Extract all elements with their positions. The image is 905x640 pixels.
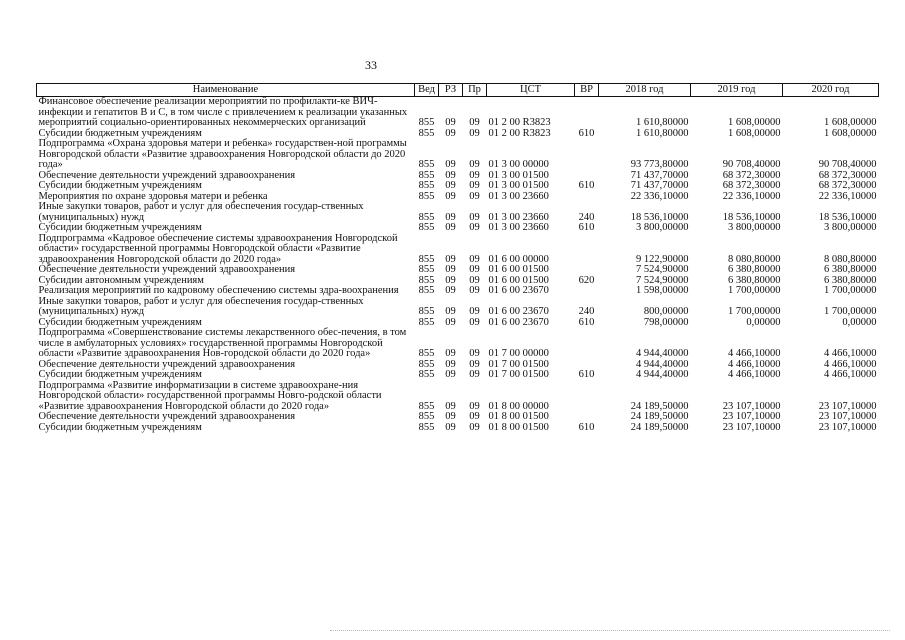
row-rz: 09: [445, 400, 456, 412]
row-ved: 855: [418, 421, 435, 433]
row-amount-2020: 4 466,10000: [824, 369, 877, 380]
row-cst: 01 8 00 01500: [488, 421, 549, 433]
row-amount-2019: 1 700,00000: [728, 306, 781, 317]
table-row: [37, 181, 879, 192]
header-2018: 2018 год: [599, 84, 691, 97]
row-cst: 01 3 00 01500: [488, 169, 549, 181]
header-2019: 2019 год: [691, 84, 783, 97]
row-amount-2020: 90 708,40000: [818, 159, 877, 170]
row-amount-2019: 22 336,10000: [722, 190, 781, 202]
header-ved: Вед: [415, 84, 439, 97]
row-rz: 09: [445, 159, 456, 170]
row-pr: 09: [469, 117, 480, 128]
row-amount-2018: 3 800,00000: [636, 222, 689, 233]
row-cst: 01 2 00 R3823: [488, 127, 551, 139]
row-amount-2020: 6 380,80000: [824, 274, 877, 286]
row-amount-2019: 18 536,10000: [722, 211, 781, 223]
row-pr: 09: [469, 127, 480, 139]
row-amount-2020: 1 700,00000: [824, 285, 877, 296]
table-row: [37, 97, 879, 129]
row-amount-2018: 800,00000: [643, 306, 689, 317]
row-amount-2020: 1 608,00000: [824, 117, 877, 128]
row-rz: 09: [445, 264, 456, 275]
row-pr: 09: [469, 190, 480, 202]
header-rz: РЗ: [439, 84, 463, 97]
row-amount-2020: 22 336,10000: [818, 190, 877, 202]
row-vr: [575, 381, 599, 413]
row-cst: 01 6 00 23670: [488, 306, 549, 317]
row-amount-2020: 68 372,30000: [818, 180, 877, 191]
row-ved: 855: [418, 285, 435, 296]
row-ved: 855: [418, 348, 435, 359]
row-amount-2018: 4 944,40000: [636, 348, 689, 359]
row-ved: 855: [418, 316, 435, 328]
row-amount-2020: 0,00000: [842, 316, 877, 328]
row-rz: 09: [445, 127, 456, 139]
page-number: 33: [365, 58, 377, 72]
row-rz: 09: [445, 306, 456, 317]
row-vr: [575, 328, 599, 360]
row-amount-2020: 1 608,00000: [824, 127, 877, 139]
row-amount-2018: 798,00000: [643, 316, 689, 328]
row-name: Обеспечение деятельности учреждений здравоохранения: [38, 169, 296, 181]
row-ved: 855: [418, 264, 435, 275]
row-pr: 09: [469, 400, 480, 412]
row-name: Обеспечение деятельности учреждений здравоохранения: [38, 358, 296, 370]
row-name: Подпрограмма «Кадровое обеспечение системы здравоохранения Новгородской области» государственной программы Новгородской области «Развитие здравоохранения Новгородской области до 2020 года»: [38, 232, 398, 265]
row-name: Мероприятия по охране здоровья матери и ребенка: [38, 190, 268, 202]
row-amount-2020: 23 107,10000: [818, 411, 877, 422]
row-cst: 01 8 00 00000: [488, 400, 549, 412]
row-vr: [575, 286, 599, 297]
row-vr: 610: [578, 421, 595, 433]
row-amount-2018: 71 437,70000: [630, 180, 689, 191]
row-ved: 855: [418, 211, 435, 223]
row-rz: 09: [445, 211, 456, 223]
row-amount-2019: 23 107,10000: [722, 421, 781, 433]
row-pr: 09: [469, 222, 480, 233]
row-vr: 610: [578, 127, 595, 139]
row-vr: 240: [578, 211, 595, 223]
row-vr: [575, 265, 599, 276]
row-amount-2018: 22 336,10000: [630, 190, 689, 202]
row-amount-2019: 23 107,10000: [722, 411, 781, 422]
row-rz: 09: [445, 180, 456, 191]
row-name: Реализация мероприятий по кадровому обеспечению системы здра-воохранения: [38, 285, 399, 296]
header-name: Наименование: [37, 84, 415, 97]
row-amount-2019: 4 466,10000: [728, 348, 781, 359]
row-name: Субсидии автономным учреждениям: [38, 274, 204, 286]
row-name: Субсидии бюджетным учреждениям: [38, 369, 202, 380]
row-pr: 09: [469, 411, 480, 422]
row-amount-2019: 68 372,30000: [722, 169, 781, 181]
row-rz: 09: [445, 169, 456, 181]
budget-table: [36, 83, 879, 433]
row-vr: 610: [578, 180, 595, 191]
row-rz: 09: [445, 222, 456, 233]
row-cst: 01 8 00 01500: [488, 411, 549, 422]
row-pr: 09: [469, 348, 480, 359]
row-ved: 855: [418, 306, 435, 317]
row-amount-2019: 1 608,00000: [728, 127, 781, 139]
row-amount-2020: 3 800,00000: [824, 222, 877, 233]
row-rz: 09: [445, 358, 456, 370]
row-rz: 09: [445, 253, 456, 265]
row-name: Субсидии бюджетным учреждениям: [38, 222, 202, 233]
row-amount-2018: 7 524,90000: [636, 264, 689, 275]
row-amount-2018: 9 122,90000: [636, 253, 689, 265]
row-amount-2018: 93 773,80000: [630, 159, 689, 170]
row-amount-2018: 24 189,50000: [630, 421, 689, 433]
row-vr: 610: [578, 222, 595, 233]
row-name: Обеспечение деятельности учреждений здравоохранения: [38, 264, 296, 275]
row-cst: 01 7 00 01500: [488, 358, 549, 370]
row-name: Иные закупки товаров, работ и услуг для обеспечения государ-ственных (муниципальных) нужд: [38, 201, 364, 223]
row-amount-2019: 1 608,00000: [728, 117, 781, 128]
row-name: Подпрограмма «Охрана здоровья матери и ребенка» государствен-ной программы Новгородской области «Развитие здравоохранения Новгородской области до 2020 года»: [38, 138, 407, 170]
row-amount-2020: 18 536,10000: [818, 211, 877, 223]
table-header-row: [37, 84, 879, 97]
row-rz: 09: [445, 274, 456, 286]
row-vr: 240: [578, 306, 595, 317]
row-amount-2018: 24 189,50000: [630, 400, 689, 412]
row-name: Субсидии бюджетным учреждениям: [38, 127, 202, 139]
row-amount-2020: 4 466,10000: [824, 348, 877, 359]
row-ved: 855: [418, 169, 435, 181]
row-ved: 855: [418, 400, 435, 412]
row-amount-2018: 4 944,40000: [636, 369, 689, 380]
row-rz: 09: [445, 369, 456, 380]
row-cst: 01 6 00 23670: [488, 316, 549, 328]
row-cst: 01 3 00 23660: [488, 190, 549, 202]
row-amount-2020: 23 107,10000: [818, 400, 877, 412]
row-amount-2019: 4 466,10000: [728, 369, 781, 380]
row-pr: 09: [469, 264, 480, 275]
row-amount-2019: 0,00000: [746, 316, 781, 328]
row-rz: 09: [445, 285, 456, 296]
row-name: Субсидии бюджетным учреждениям: [38, 421, 202, 433]
table-row: [37, 412, 879, 423]
row-rz: 09: [445, 348, 456, 359]
row-ved: 855: [418, 369, 435, 380]
table-row: [37, 139, 879, 171]
row-amount-2020: 1 700,00000: [824, 306, 877, 317]
row-vr: [575, 192, 599, 203]
row-amount-2018: 18 536,10000: [630, 211, 689, 223]
row-name: Подпрограмма «Развитие информатизации в системе здравоохране-ния Новгородской области» государственной программы Новго-родской области «Развитие здравоохранения Новгородской области до 2020 года»: [38, 379, 382, 412]
row-amount-2019: 1 700,00000: [728, 285, 781, 296]
row-amount-2020: 68 372,30000: [818, 169, 877, 181]
header-pr: Пр: [463, 84, 487, 97]
row-pr: 09: [469, 211, 480, 223]
row-pr: 09: [469, 285, 480, 296]
row-amount-2018: 1 598,00000: [636, 285, 689, 296]
row-cst: 01 6 00 00000: [488, 253, 549, 265]
row-vr: [575, 412, 599, 423]
row-cst: 01 3 00 00000: [488, 159, 549, 170]
row-name: Иные закупки товаров, работ и услуг для обеспечения государ-ственных (муниципальных) нужд: [38, 295, 364, 317]
row-vr: 620: [578, 274, 595, 286]
row-amount-2020: 8 080,80000: [824, 253, 877, 265]
row-ved: 855: [418, 127, 435, 139]
row-ved: 855: [418, 180, 435, 191]
table-row: [37, 370, 879, 381]
row-pr: 09: [469, 169, 480, 181]
row-amount-2019: 23 107,10000: [722, 400, 781, 412]
row-amount-2019: 6 380,80000: [728, 274, 781, 286]
row-pr: 09: [469, 316, 480, 328]
row-amount-2020: 4 466,10000: [824, 358, 877, 370]
row-amount-2020: 23 107,10000: [818, 421, 877, 433]
row-cst: 01 3 00 01500: [488, 180, 549, 191]
table-row: [37, 297, 879, 318]
row-amount-2018: 4 944,40000: [636, 358, 689, 370]
row-name: Финансовое обеспечение реализации мероприятий по профилакти-ке ВИЧ-инфекции и гепатитов В и С, в том числе с привлечением к реализации указанных мероприятий социально-ориентированных некоммерческих организаций: [38, 96, 408, 128]
row-ved: 855: [418, 159, 435, 170]
row-amount-2019: 90 708,40000: [722, 159, 781, 170]
table-row: [37, 423, 879, 434]
table-row: [37, 234, 879, 266]
row-pr: 09: [469, 159, 480, 170]
table-row: [37, 328, 879, 360]
page-bottom-scan-marks: [330, 630, 890, 635]
row-vr: [575, 234, 599, 266]
row-name: Субсидии бюджетным учреждениям: [38, 316, 202, 328]
row-cst: 01 3 00 23660: [488, 211, 549, 223]
table-row: [37, 381, 879, 413]
row-ved: 855: [418, 411, 435, 422]
row-name: Подпрограмма «Совершенствование системы лекарственного обес-печения, в том числе в амбулаторных условиях» государственной программы Новгородской области «Развитие здравоохранения Нов-городской области до 2020 года»: [38, 327, 407, 359]
row-vr: [575, 97, 599, 129]
row-amount-2019: 3 800,00000: [728, 222, 781, 233]
row-amount-2019: 8 080,80000: [728, 253, 781, 265]
header-cst: ЦСТ: [487, 84, 575, 97]
row-cst: 01 7 00 01500: [488, 369, 549, 380]
row-amount-2019: 4 466,10000: [728, 358, 781, 370]
row-rz: 09: [445, 421, 456, 433]
row-pr: 09: [469, 274, 480, 286]
row-ved: 855: [418, 190, 435, 202]
row-amount-2018: 24 189,50000: [630, 411, 689, 422]
row-rz: 09: [445, 190, 456, 202]
row-vr: [575, 139, 599, 171]
row-pr: 09: [469, 306, 480, 317]
row-ved: 855: [418, 117, 435, 128]
row-amount-2020: 6 380,80000: [824, 264, 877, 275]
table-row: [37, 265, 879, 276]
row-pr: 09: [469, 421, 480, 433]
row-pr: 09: [469, 358, 480, 370]
row-pr: 09: [469, 369, 480, 380]
row-ved: 855: [418, 274, 435, 286]
row-cst: 01 7 00 00000: [488, 348, 549, 359]
row-cst: 01 6 00 23670: [488, 285, 549, 296]
table-row: [37, 202, 879, 223]
table-row: [37, 286, 879, 297]
row-cst: 01 6 00 01500: [488, 264, 549, 275]
row-name: Обеспечение деятельности учреждений здравоохранения: [38, 411, 296, 422]
row-amount-2018: 7 524,90000: [636, 274, 689, 286]
row-cst: 01 2 00 R3823: [488, 117, 551, 128]
row-rz: 09: [445, 117, 456, 128]
row-ved: 855: [418, 253, 435, 265]
header-vr: ВР: [575, 84, 599, 97]
row-amount-2018: 1 610,80000: [636, 127, 689, 139]
row-rz: 09: [445, 411, 456, 422]
row-pr: 09: [469, 180, 480, 191]
row-amount-2018: 71 437,70000: [630, 169, 689, 181]
header-2020: 2020 год: [783, 84, 879, 97]
row-ved: 855: [418, 358, 435, 370]
row-cst: 01 6 00 01500: [488, 274, 549, 286]
row-amount-2019: 68 372,30000: [722, 180, 781, 191]
row-amount-2019: 6 380,80000: [728, 264, 781, 275]
row-ved: 855: [418, 222, 435, 233]
row-name: Субсидии бюджетным учреждениям: [38, 180, 202, 191]
row-vr: 610: [578, 369, 595, 380]
row-cst: 01 3 00 23660: [488, 222, 549, 233]
row-pr: 09: [469, 253, 480, 265]
row-rz: 09: [445, 316, 456, 328]
row-amount-2018: 1 610,80000: [636, 117, 689, 128]
table-row: [37, 223, 879, 234]
row-vr: 610: [578, 316, 595, 328]
